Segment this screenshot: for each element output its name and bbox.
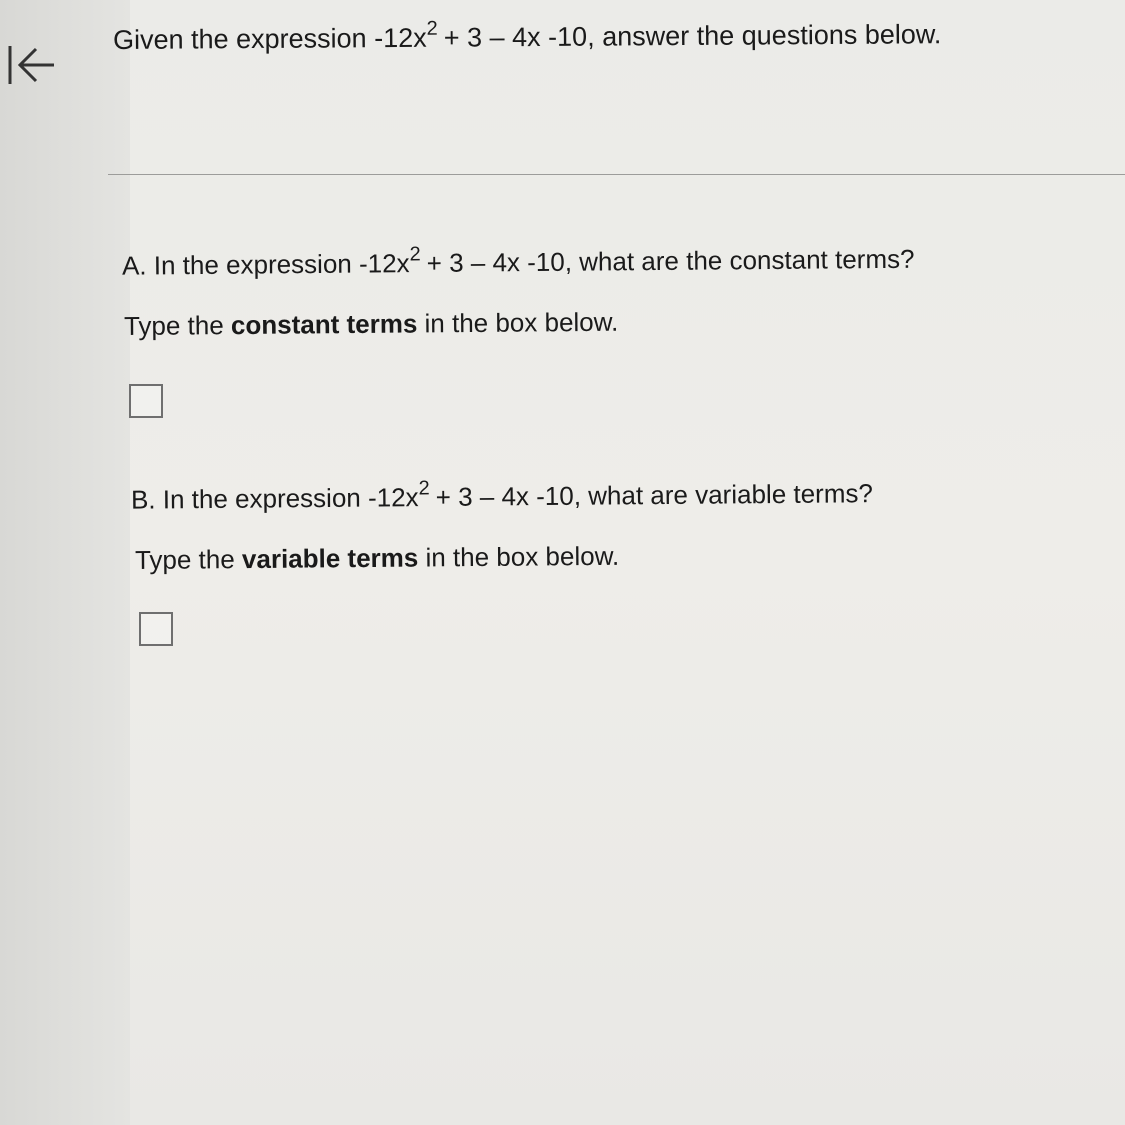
first-page-arrow-icon bbox=[6, 40, 56, 90]
question-a-instruction-after: in the box below. bbox=[417, 306, 619, 339]
back-to-first-button[interactable] bbox=[6, 40, 56, 90]
header-expression-suffix: + 3 – 4x -10, answer the questions below. bbox=[443, 19, 942, 53]
question-b-instruction-before: Type the bbox=[134, 544, 243, 575]
question-a-instruction-before: Type the bbox=[123, 310, 232, 341]
header-expression-prefix: Given the expression -12x bbox=[112, 22, 427, 55]
question-b-instruction-bold: variable terms bbox=[241, 542, 419, 575]
question-b-instruction-after: in the box below. bbox=[418, 540, 620, 573]
question-b-instruction bbox=[135, 541, 619, 576]
question-b-prefix: B. In the expression -12x bbox=[130, 482, 419, 515]
divider bbox=[108, 174, 1125, 175]
question-b-text bbox=[131, 476, 873, 516]
left-margin bbox=[0, 0, 130, 1125]
question-a-prefix: A. In the expression -12x bbox=[121, 248, 410, 281]
constant-terms-answer-box[interactable] bbox=[129, 384, 163, 418]
question-a-instruction-bold: constant terms bbox=[230, 308, 418, 341]
question-b-suffix: + 3 – 4x -10, what are variable terms? bbox=[435, 478, 874, 512]
header-exponent: 2 bbox=[426, 17, 438, 40]
question-b-exponent: 2 bbox=[418, 477, 430, 500]
question-a-text bbox=[122, 241, 915, 282]
question-a-exponent: 2 bbox=[409, 243, 421, 266]
variable-terms-answer-box[interactable] bbox=[139, 612, 173, 646]
question-a-suffix: + 3 – 4x -10, what are the constant terms? bbox=[426, 243, 915, 278]
question-a-instruction bbox=[124, 307, 619, 342]
problem-statement bbox=[113, 16, 942, 56]
